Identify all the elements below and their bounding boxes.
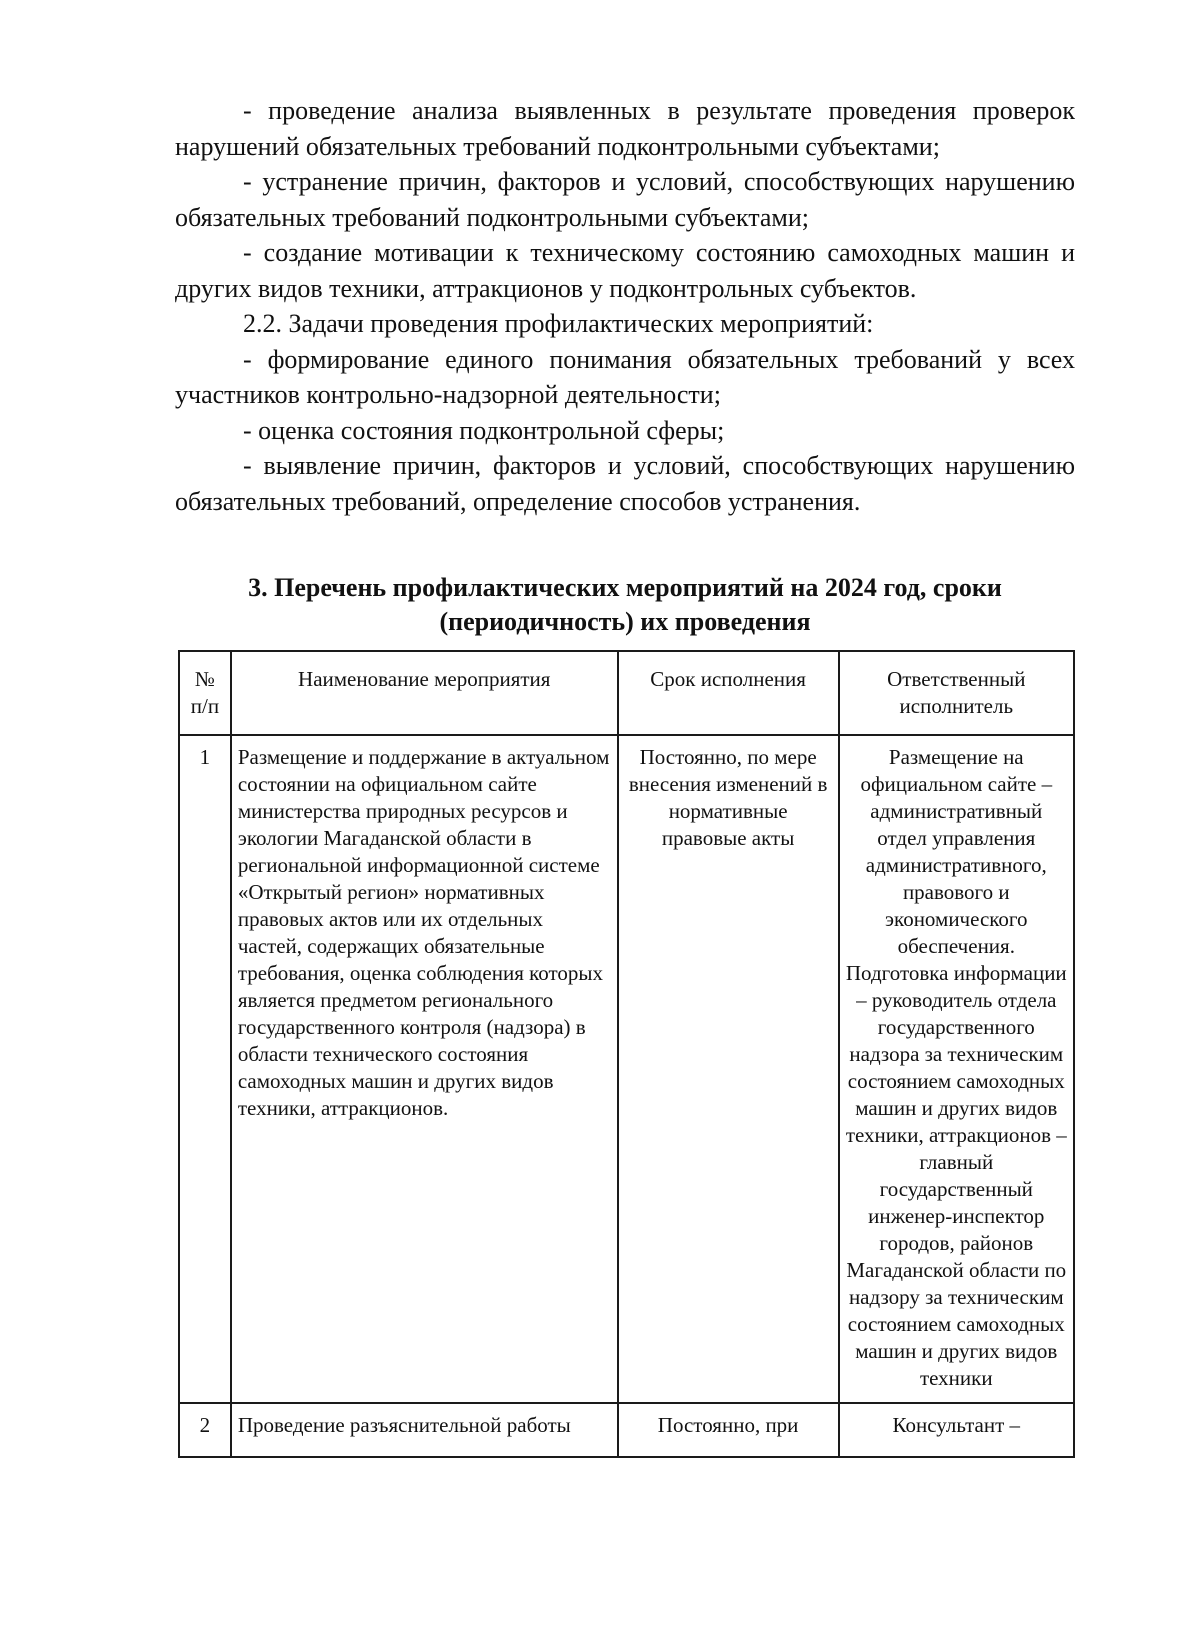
paragraph-understanding: - формирование единого понимания обязательных требований у всех участников контрольно-надзорной деятельности; bbox=[175, 344, 1075, 409]
paragraph-tasks-heading: 2.2. Задачи проведения профилактических мероприятий: bbox=[243, 309, 874, 338]
header-number: № п/п bbox=[179, 651, 231, 735]
paragraph-elimination: - устранение причин, факторов и условий, способствующих нарушению обязательных требований подконтрольными субъектами; bbox=[175, 167, 1075, 232]
paragraph-assessment: - оценка состояния подконтрольной сферы; bbox=[243, 415, 725, 445]
row-name: Проведение разъяснительной работы bbox=[231, 1403, 618, 1457]
section-title-line-1: 3. Перечень профилактических мероприятий на 2024 год, сроки bbox=[248, 573, 1002, 602]
paragraph-analysis: - проведение анализа выявленных в результате проведения проверок нарушений обязательных требований подконтрольными субъектами; bbox=[175, 96, 1075, 161]
row-term: Постоянно, по мере внесения изменений в нормативные правовые акты bbox=[618, 735, 839, 1403]
table-header-row bbox=[179, 651, 1074, 735]
table-row bbox=[179, 1403, 1074, 1457]
header-responsible: Ответственный исполнитель bbox=[839, 651, 1074, 735]
row-number: 1 bbox=[179, 735, 231, 1403]
row-responsible: Консультант – bbox=[839, 1403, 1074, 1457]
body-text bbox=[175, 93, 1075, 519]
paragraph-motivation: - создание мотивации к техническому состоянию самоходных машин и других видов техники, аттракционов у подконтрольных субъектов. bbox=[175, 238, 1075, 303]
table-row bbox=[179, 735, 1074, 1403]
measures-table bbox=[178, 650, 1075, 1458]
row-responsible: Размещение на официальном сайте – административный отдел управления административного, правового и экономического обеспечения. Подготовка информации – руководитель отдела государственного надзора за техническим состоянием самоходных машин и других видов техники, аттракционов – главный государственный инженер-инспектор городов, районов Магаданской области по надзору за техническим состоянием самоходных машин и других видов техники bbox=[839, 735, 1074, 1403]
header-term: Срок исполнения bbox=[618, 651, 839, 735]
section-title bbox=[175, 571, 1075, 639]
row-name: Размещение и поддержание в актуальном состоянии на официальном сайте министерства природных ресурсов и экологии Магаданской области в региональной информационной системе «Открытый регион» нормативных правовых актов или их отдельных частей, содержащих обязательные требования, оценка соблюдения которых является предметом регионального государственного контроля (надзора) в области технического состояния самоходных машин и других видов техники, аттракционов. bbox=[231, 735, 618, 1403]
header-name: Наименование мероприятия bbox=[231, 651, 618, 735]
section-title-line-2: (периодичность) их проведения bbox=[439, 607, 811, 636]
row-number: 2 bbox=[179, 1403, 231, 1457]
paragraph-identification: - выявление причин, факторов и условий, способствующих нарушению обязательных требований, определение способов устранения. bbox=[175, 451, 1075, 516]
row-term: Постоянно, при bbox=[618, 1403, 839, 1457]
